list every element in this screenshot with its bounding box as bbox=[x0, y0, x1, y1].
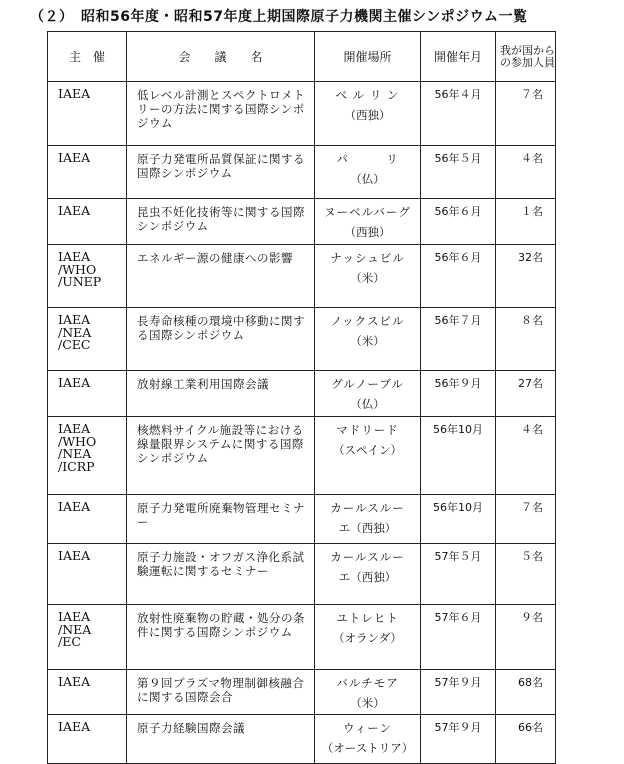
participant-count: 66名 bbox=[518, 721, 543, 734]
meeting-cell bbox=[127, 245, 315, 308]
place-country: エ（西独） bbox=[338, 521, 397, 535]
date-cell bbox=[421, 371, 496, 417]
date-cell bbox=[421, 146, 496, 199]
count-cell bbox=[496, 495, 556, 544]
sponsor-cell bbox=[48, 82, 127, 146]
header-row bbox=[48, 32, 556, 82]
count-cell bbox=[496, 715, 556, 764]
table-row bbox=[48, 308, 556, 371]
sponsor-line: IAEA bbox=[58, 719, 91, 734]
count-cell bbox=[496, 544, 556, 605]
date-value: 56年９月 bbox=[434, 377, 482, 390]
place-cell bbox=[315, 715, 421, 764]
place-cell bbox=[315, 245, 421, 308]
header-sponsor: 主 催 bbox=[48, 32, 127, 82]
date-cell bbox=[421, 495, 496, 544]
date-cell bbox=[421, 417, 496, 495]
count-cell bbox=[496, 371, 556, 417]
place-city: ウィーン bbox=[342, 721, 393, 735]
meeting-cell bbox=[127, 308, 315, 371]
place-city: ユトレヒト bbox=[336, 611, 399, 625]
date-cell bbox=[421, 82, 496, 146]
place-city: グルノーブル bbox=[331, 377, 404, 391]
date-cell bbox=[421, 308, 496, 371]
table-row bbox=[48, 417, 556, 495]
meeting-cell bbox=[127, 544, 315, 605]
place-cell bbox=[315, 495, 421, 544]
participant-count: ４名 bbox=[521, 423, 543, 436]
date-cell bbox=[421, 199, 496, 245]
date-value: 56年10月 bbox=[433, 423, 483, 436]
sponsor-cell bbox=[48, 715, 127, 764]
place-country: エ（西独） bbox=[338, 570, 397, 584]
place-cell bbox=[315, 544, 421, 605]
date-value: 56年６月 bbox=[434, 205, 482, 218]
sponsor-line: /WHO bbox=[58, 261, 97, 277]
date-value: 57年６月 bbox=[434, 611, 482, 624]
place-country: （オランダ） bbox=[333, 631, 402, 645]
sponsor-cell bbox=[48, 417, 127, 495]
date-value: 56年６月 bbox=[434, 251, 482, 264]
table-row bbox=[48, 199, 556, 245]
sponsor-line: /UNEP bbox=[58, 274, 102, 289]
participant-count: 68名 bbox=[518, 676, 543, 689]
date-value: 57年５月 bbox=[434, 550, 482, 563]
sponsor-line: /NEA bbox=[58, 446, 92, 461]
table-row bbox=[48, 371, 556, 417]
meeting-name: 第９回プラズマ物理制御核融合に関する国際会合 bbox=[137, 676, 305, 704]
table-row bbox=[48, 146, 556, 199]
table-row bbox=[48, 605, 556, 670]
meeting-cell bbox=[127, 715, 315, 764]
sponsor-line: IAEA bbox=[58, 249, 91, 264]
sponsor-line: IAEA bbox=[58, 312, 91, 327]
table-row bbox=[48, 495, 556, 544]
participant-count: ５名 bbox=[521, 550, 543, 563]
place-country: （仏） bbox=[350, 397, 385, 411]
meeting-cell bbox=[127, 82, 315, 146]
sponsor-cell bbox=[48, 308, 127, 371]
meeting-cell bbox=[127, 146, 315, 199]
place-country: （米） bbox=[350, 271, 385, 285]
place-cell bbox=[315, 308, 421, 371]
place-city: ヌーベルバーグ bbox=[324, 205, 411, 219]
count-cell bbox=[496, 146, 556, 199]
participant-count: ４名 bbox=[521, 152, 543, 165]
sponsor-cell bbox=[48, 371, 127, 417]
header-date: 開催年月 bbox=[421, 32, 496, 82]
date-value: 56年５月 bbox=[434, 152, 482, 165]
date-cell bbox=[421, 245, 496, 308]
sponsor-line: /EC bbox=[58, 634, 81, 649]
place-cell bbox=[315, 199, 421, 245]
date-cell bbox=[421, 544, 496, 605]
meeting-name: 核燃料サイクル施設等における線量限界システムに関する国際シンポジウム bbox=[137, 423, 304, 465]
participant-count: ７名 bbox=[521, 88, 543, 101]
count-cell bbox=[496, 417, 556, 495]
meeting-name: 昆虫不妊化技術等に関する国際シンポジウム bbox=[137, 205, 305, 233]
place-country: （スペイン） bbox=[333, 443, 402, 457]
date-value: 57年９月 bbox=[434, 676, 482, 689]
sponsor-cell bbox=[48, 199, 127, 245]
sponsor-line: IAEA bbox=[58, 609, 91, 624]
date-cell bbox=[421, 605, 496, 670]
place-cell bbox=[315, 417, 421, 495]
place-country: （米） bbox=[350, 696, 385, 710]
sponsor-cell bbox=[48, 544, 127, 605]
meeting-name: エネルギー源の健康への影響 bbox=[137, 251, 293, 265]
table-row bbox=[48, 715, 556, 764]
place-country: （仏） bbox=[350, 172, 385, 186]
sponsor-line: /NEA bbox=[58, 621, 92, 637]
date-value: 57年９月 bbox=[434, 721, 482, 734]
table-row bbox=[48, 245, 556, 308]
meeting-name: 原子力施設・オフガス浄化系試験運転に関するセミナー bbox=[137, 550, 305, 578]
place-city: マドリード bbox=[336, 423, 399, 437]
symposium-table bbox=[47, 31, 556, 764]
place-city: カールスルー bbox=[330, 501, 405, 515]
date-cell bbox=[421, 715, 496, 764]
page-title: （２） 昭和56年度・昭和57年度上期国際原子力機関主催シンポジウム一覧 bbox=[30, 9, 528, 25]
place-country: （西独） bbox=[344, 225, 391, 239]
date-value: 56年４月 bbox=[434, 88, 482, 101]
sponsor-cell bbox=[48, 495, 127, 544]
meeting-name: 原子力経験国際会議 bbox=[137, 721, 245, 735]
participant-count: ９名 bbox=[521, 611, 543, 624]
place-cell bbox=[315, 146, 421, 199]
place-city: バルチモア bbox=[336, 676, 399, 690]
place-city: パ リ bbox=[336, 152, 399, 166]
place-cell bbox=[315, 371, 421, 417]
header-people: 我が国からの参加人員 bbox=[496, 32, 556, 82]
sponsor-line: IAEA bbox=[58, 421, 91, 436]
place-cell bbox=[315, 605, 421, 670]
participant-count: ７名 bbox=[521, 501, 543, 514]
sponsor-cell bbox=[48, 146, 127, 199]
meeting-name: 低レベル計測とスペクトロメトリーの方法に関する国際シンポジウム bbox=[137, 88, 305, 130]
sponsor-line: IAEA bbox=[58, 674, 91, 689]
meeting-cell bbox=[127, 605, 315, 670]
place-country: （オーストリア） bbox=[321, 741, 414, 755]
participant-count: 32名 bbox=[518, 251, 543, 264]
participant-count: 27名 bbox=[518, 377, 543, 390]
meeting-name: 放射線工業利用国際会議 bbox=[137, 377, 269, 391]
header-meeting: 会 議 名 bbox=[127, 32, 315, 82]
participant-count: ８名 bbox=[521, 314, 543, 327]
sponsor-cell bbox=[48, 245, 127, 308]
sponsor-line: /ICRP bbox=[58, 458, 95, 474]
meeting-cell bbox=[127, 371, 315, 417]
meeting-name: 原子力発電所品質保証に関する国際シンポジウム bbox=[137, 152, 305, 180]
meeting-name: 長寿命核種の環境中移動に関する国際シンポジウム bbox=[137, 314, 305, 342]
header-place: 開催場所 bbox=[315, 32, 421, 82]
count-cell bbox=[496, 605, 556, 670]
place-city: ベ ル リ ン bbox=[335, 88, 400, 102]
sponsor-line: IAEA bbox=[58, 86, 91, 101]
date-value: 56年７月 bbox=[434, 314, 482, 327]
place-cell bbox=[315, 82, 421, 146]
place-city: ナッシュビル bbox=[330, 251, 405, 265]
sponsor-line: IAEA bbox=[58, 499, 91, 514]
date-value: 56年10月 bbox=[433, 501, 483, 514]
count-cell bbox=[496, 199, 556, 245]
place-city: カールスルー bbox=[330, 550, 405, 564]
table-row bbox=[48, 82, 556, 146]
sponsor-line: /CEC bbox=[58, 337, 91, 352]
count-cell bbox=[496, 308, 556, 371]
place-country: （西独） bbox=[344, 108, 391, 122]
participant-count: １名 bbox=[521, 205, 543, 218]
table-row bbox=[48, 544, 556, 605]
meeting-cell bbox=[127, 417, 315, 495]
place-city: ノックスビル bbox=[330, 314, 405, 328]
sponsor-line: /WHO bbox=[58, 433, 97, 449]
place-country: （米） bbox=[350, 334, 385, 348]
count-cell bbox=[496, 82, 556, 146]
sponsor-line: IAEA bbox=[58, 150, 91, 165]
meeting-cell bbox=[127, 495, 315, 544]
sponsor-line: IAEA bbox=[58, 375, 91, 390]
meeting-cell bbox=[127, 199, 315, 245]
meeting-name: 原子力発電所廃棄物管理セミナー bbox=[137, 501, 305, 529]
sponsor-cell bbox=[48, 605, 127, 670]
count-cell bbox=[496, 245, 556, 308]
sponsor-line: /NEA bbox=[58, 324, 92, 340]
sponsor-line: IAEA bbox=[58, 548, 91, 563]
meeting-name: 放射性廃棄物の貯蔵・処分の条件に関する国際シンポジウム bbox=[137, 611, 305, 639]
sponsor-line: IAEA bbox=[58, 203, 91, 218]
